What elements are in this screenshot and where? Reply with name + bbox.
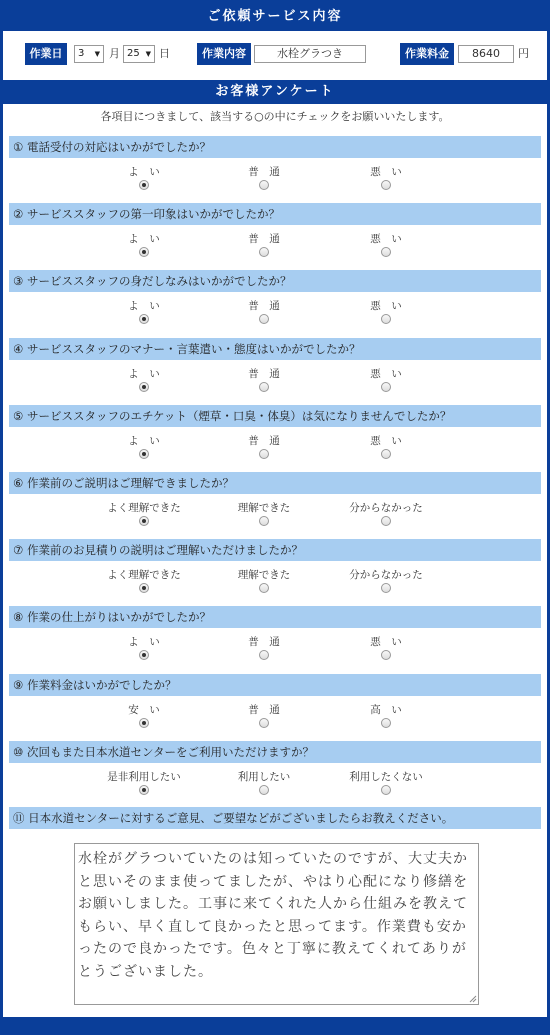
radio-option[interactable] [139,382,149,392]
chevron-down-icon: ▼ [145,50,151,58]
radio-option[interactable] [139,650,149,660]
option-label: 高 い [370,704,402,716]
radio-option[interactable] [259,314,269,324]
option-label: よ い [128,166,160,178]
option-label: 普 通 [248,233,280,245]
option-label: 普 通 [248,636,280,648]
option-label: 普 通 [248,704,280,716]
option-label: 悪 い [370,636,402,648]
option-label: 悪 い [370,300,402,312]
radio-option[interactable] [381,718,391,728]
option-label: 普 通 [248,368,280,380]
month-value: 3 [78,48,85,59]
footer-band [3,1017,547,1035]
radio-option[interactable] [381,516,391,526]
work-content-label: 作業内容 [197,43,251,65]
question-6: ⑥ 作業前のご説明はご理解できましたか？ [9,472,541,494]
option-label: 悪 い [370,368,402,380]
radio-option[interactable] [381,180,391,190]
question-1: ① 電話受付の対応はいかがでしたか？ [9,136,541,158]
question-8: ⑧ 作業の仕上がりはいかがでしたか？ [9,606,541,628]
question-3: ③ サービススタッフの身だしなみはいかがでしたか？ [9,270,541,292]
radio-option[interactable] [381,449,391,459]
option-label: よく理解できた [107,502,181,514]
question-9: ⑨ 作業料金はいかがでしたか？ [9,674,541,696]
resize-handle-icon[interactable] [469,995,477,1003]
option-label: 利用したくない [349,771,423,783]
radio-option[interactable] [259,180,269,190]
radio-option[interactable] [381,247,391,257]
survey-header: お客様アンケート [3,80,547,104]
radio-option[interactable] [259,583,269,593]
radio-option[interactable] [139,785,149,795]
radio-option[interactable] [381,314,391,324]
radio-option[interactable] [381,785,391,795]
comment-question: ⑪ 日本水道センターに対するご意見、ご要望などがございましたらお教えください。 [9,807,541,829]
service-details-row [3,39,547,69]
radio-option[interactable] [139,449,149,459]
day-unit: 日 [159,47,170,60]
option-label: よ い [128,636,160,648]
radio-option[interactable] [259,516,269,526]
option-label: よく理解できた [107,569,181,581]
question-7: ⑦ 作業前のお見積りの説明はご理解いただけましたか？ [9,539,541,561]
radio-option[interactable] [139,583,149,593]
day-value: 25 [127,48,140,59]
radio-option[interactable] [139,180,149,190]
comment-text: 水栓がグラついていたのは知っていたのですが、大丈夫かと思いそのまま使ってましたが、やはり心配になり修繕をお願いしました。工事に来てくれた人から仕組みを教えてもらい、早く直して良かったと思ってます。作業費も安かったので良かったです。色々と丁寧に教えてくれてありがとうございました。 [78,851,468,980]
option-label: 利用したい [237,771,291,783]
radio-option[interactable] [259,449,269,459]
radio-option[interactable] [139,314,149,324]
radio-option[interactable] [259,650,269,660]
work-content-field[interactable]: 水栓グラつき [254,45,366,63]
radio-option[interactable] [259,785,269,795]
option-label: 悪 い [370,435,402,447]
question-10: ⑩ 次回もまた日本水道センターをご利用いただけますか？ [9,741,541,763]
option-label: 是非利用したい [107,771,181,783]
option-label: よ い [128,233,160,245]
option-label: 普 通 [248,435,280,447]
option-label: 分からなかった [349,569,423,581]
radio-option[interactable] [139,718,149,728]
radio-option[interactable] [139,247,149,257]
option-label: 分からなかった [349,502,423,514]
month-unit: 月 [109,47,120,60]
question-4: ④ サービススタッフのマナー・言葉遣い・態度はいかがでしたか？ [9,338,541,360]
radio-option[interactable] [381,382,391,392]
radio-option[interactable] [259,382,269,392]
radio-option[interactable] [381,583,391,593]
radio-option[interactable] [259,718,269,728]
month-select[interactable] [74,45,104,63]
option-label: 普 通 [248,300,280,312]
option-label: 悪 い [370,166,402,178]
fee-unit: 円 [518,47,529,60]
radio-option[interactable] [259,247,269,257]
option-label: 理解できた [237,569,291,581]
question-5: ⑤ サービススタッフのエチケット（煙草・口臭・体臭）は気になりませんでしたか？ [9,405,541,427]
option-label: 普 通 [248,166,280,178]
fee-field[interactable]: 8640 [458,45,514,63]
option-label: よ い [128,435,160,447]
option-label: 安 い [128,704,160,716]
chevron-down-icon: ▼ [94,50,100,58]
comment-textarea[interactable] [74,843,479,1005]
question-2: ② サービススタッフの第一印象はいかがでしたか？ [9,203,541,225]
option-label: よ い [128,368,160,380]
option-label: 理解できた [237,502,291,514]
work-date-label: 作業日 [25,43,67,65]
survey-intro: 各項目につきまして、該当する○の中にチェックをお願いいたします。 [100,110,450,123]
service-header: ご依頼サービス内容 [3,3,547,31]
fee-label: 作業料金 [400,43,454,65]
option-label: 悪 い [370,233,402,245]
option-label: よ い [128,300,160,312]
radio-option[interactable] [381,650,391,660]
radio-option[interactable] [139,516,149,526]
day-select[interactable] [123,45,155,63]
